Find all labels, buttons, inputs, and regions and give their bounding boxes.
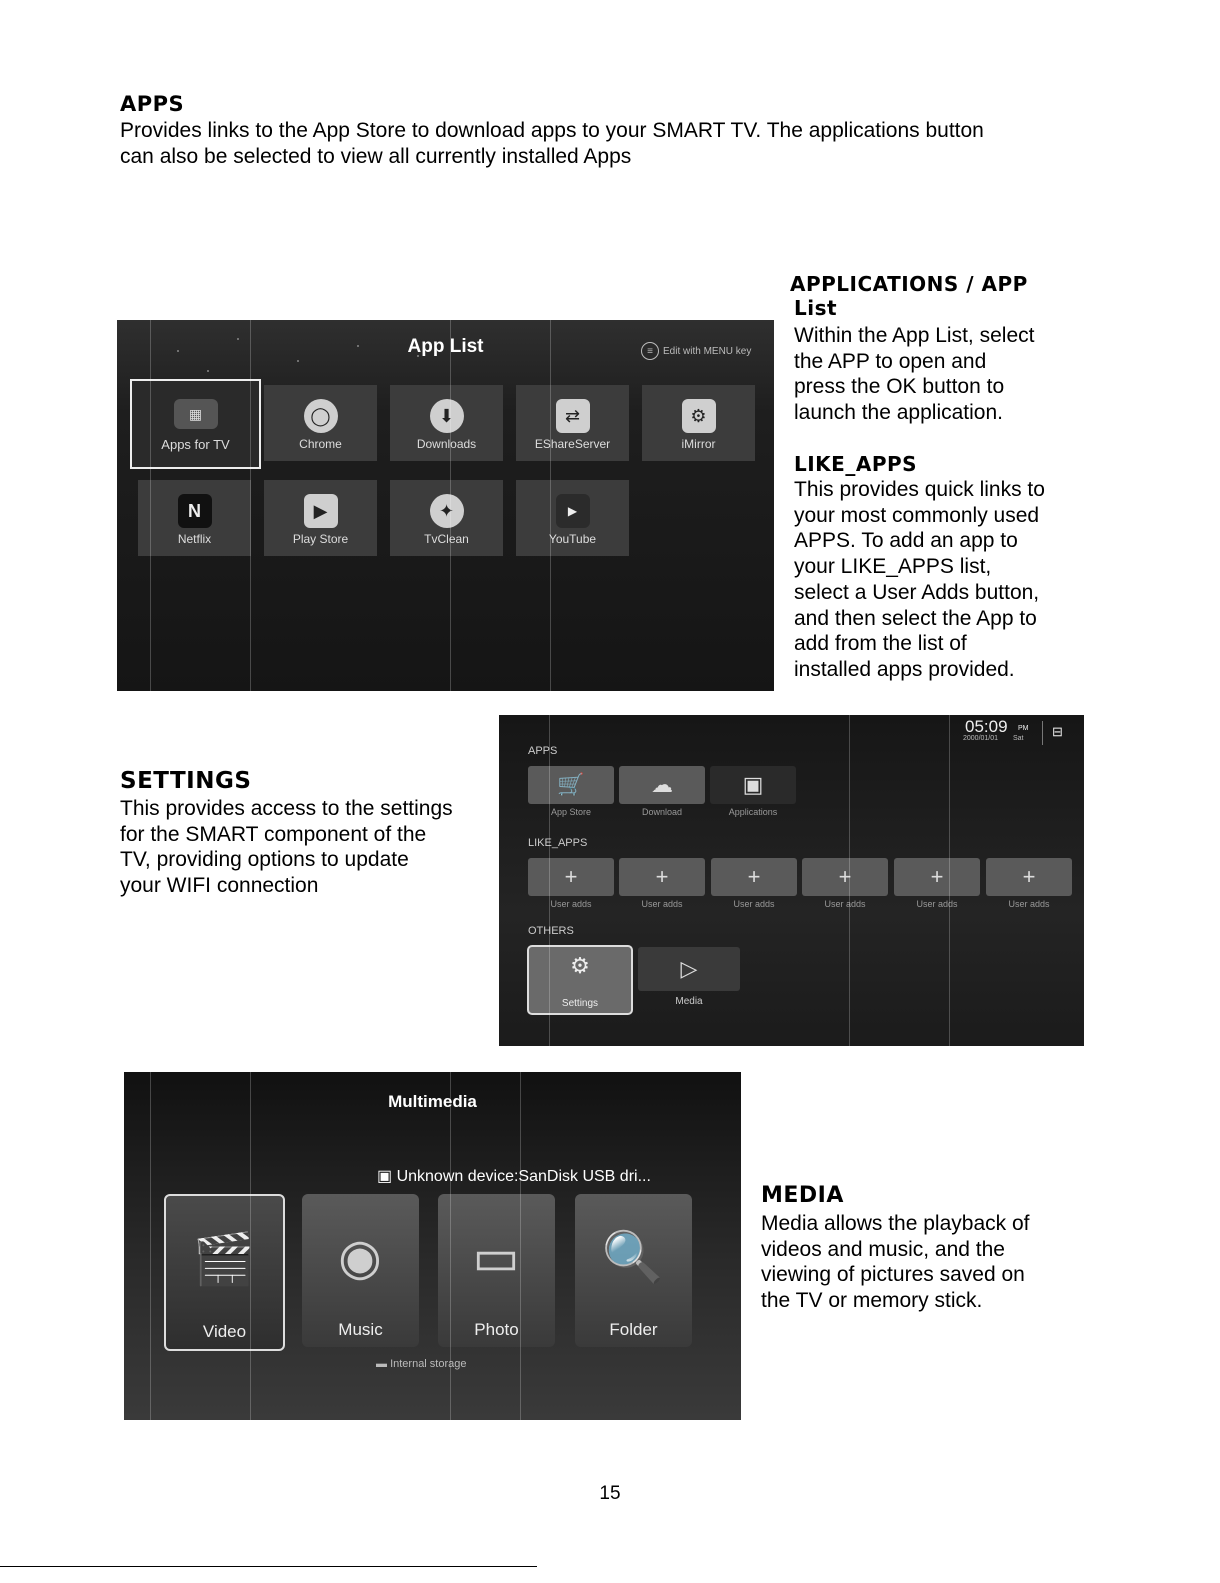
page-number: 15 [599,1483,621,1504]
settings-line: This provides access to the settings [120,797,453,820]
broom-icon: ✦ [430,494,464,528]
photo-tile[interactable] [438,1194,555,1347]
plus-icon: + [747,864,761,889]
menu-icon: ≡ [641,342,659,360]
photo-icon: ▭ [472,1229,520,1285]
like-apps-line: your LIKE_APPS list, [794,555,992,579]
footer-rule [0,1566,537,1567]
media-heading: MEDIA [761,1183,844,1208]
video-label: Video [202,1322,247,1341]
app-tile-youtube[interactable] [516,480,629,556]
music-label: Music [338,1320,383,1339]
internal-storage-label: Internal storage [390,1358,467,1370]
usb-device-label: Unknown device:SanDisk USB dri... [396,1168,651,1185]
app-label: TvClean [424,532,469,546]
media-line: Media allows the playback of [761,1212,1030,1235]
app-store-tile[interactable] [528,766,614,804]
app-label: Netflix [177,532,212,546]
menu-hint [641,342,751,360]
settings-line: your WIFI connection [120,874,319,898]
app-list-screenshot [117,320,774,691]
media-line: the TV or memory stick. [761,1289,983,1313]
app-list-title: App List [407,336,484,357]
folder-icon: 🔍 [601,1228,665,1285]
media-description [761,1211,1029,1314]
plus-icon: + [655,864,669,889]
applications-label: Applications [728,807,778,817]
menu-hint-text: Edit with MENU key [663,345,752,357]
settings-label: Settings [561,998,599,1009]
like-apps-line: APPS. To add an app to [794,529,1018,553]
clock-day: Sat [1013,735,1024,742]
usb-device [377,1166,651,1186]
settings-description [120,796,453,899]
like-apps-line: your most commonly used [794,503,1040,527]
clock-ampm: PM [1018,725,1029,732]
others-section-label: OTHERS [528,925,574,937]
app-tile-play-store[interactable] [264,480,377,556]
app-label: iMirror [681,437,716,451]
storage-icon: ▬ [376,1358,387,1370]
photo-label: Photo [474,1320,519,1339]
tv-apps-icon: ▦ [174,399,218,429]
user-adds-tile[interactable] [986,858,1072,896]
app-label: Play Store [292,532,349,546]
like-apps-line: add from the list of [794,632,967,656]
app-label: YouTube [548,532,597,546]
home-screenshot [499,715,1084,1046]
plus-icon: + [564,864,578,889]
apps-description [120,118,984,169]
user-adds-label: User adds [824,899,866,909]
media-line: viewing of pictures saved on [761,1263,1025,1287]
netflix-icon: N [178,494,212,528]
multimedia-title: Multimedia [388,1092,477,1111]
app-list-line: press the OK button to [794,375,1005,399]
like-apps-section-label: LIKE_APPS [528,837,588,849]
cart-icon: 🛒 [557,772,585,797]
apps-section-label: APPS [528,745,558,757]
folder-tile[interactable] [575,1194,692,1347]
media-tile[interactable] [638,947,740,991]
media-play-icon: ▷ [680,956,698,981]
clock-date: 2000/01/01 [963,735,999,742]
user-adds-label: User adds [1008,899,1050,909]
app-list-heading-line-2: List [794,296,838,320]
multimedia-screenshot [124,1072,741,1420]
grid-icon: ▣ [742,772,764,797]
media-line: videos and music, and the [761,1237,1005,1261]
settings-line: for the SMART component of the [120,822,427,846]
user-adds-label: User adds [733,899,775,909]
settings-heading: SETTINGS [120,768,252,794]
app-list-line: the APP to open and [794,349,987,373]
app-label: Downloads [416,437,477,451]
app-list-heading [790,272,1028,320]
eshare-icon: ⇄ [556,399,590,433]
film-icon: 🎬 [192,1230,256,1287]
play-store-icon: ▶ [304,494,338,528]
like-apps-line: select a User Adds button, [794,580,1040,604]
user-adds-tile[interactable] [528,858,614,896]
youtube-icon: ▶ [556,494,590,528]
clock-time: 05:09 [965,717,1008,736]
like-apps-line: This provides quick links to [794,478,1045,501]
like-apps-heading: LIKE_APPS [794,452,918,476]
app-tile-eshareserver[interactable] [516,385,629,461]
plus-icon: + [1022,864,1036,889]
app-tile-imirror[interactable] [642,385,755,461]
plus-icon: + [838,864,852,889]
media-label: Media [675,996,703,1007]
settings-tile[interactable] [527,945,633,1015]
music-disc-icon: ◉ [338,1229,382,1285]
apps-line-2: can also be selected to view all currently installed Apps [120,144,632,168]
music-tile[interactable] [302,1194,419,1347]
gear-icon: ⚙ [570,953,590,978]
user-adds-tile[interactable] [894,858,980,896]
apps-heading: APPS [120,92,185,116]
download-tile[interactable] [619,766,705,804]
app-store-label: App Store [550,807,592,817]
app-label: EShareServer [534,437,611,451]
user-adds-tile[interactable] [619,858,705,896]
plus-icon: + [930,864,944,889]
internal-storage [376,1358,467,1370]
video-tile[interactable] [164,1194,285,1351]
like-apps-line: installed apps provided. [794,657,1015,681]
ethernet-icon: ⊟ [1052,724,1063,739]
app-tile-chrome[interactable] [264,385,377,461]
app-list-heading-line-1: APPLICATIONS / APP [790,272,1028,296]
like-apps-line: and then select the App to [794,606,1037,630]
usb-icon: ▣ [377,1168,393,1185]
app-tile-tvclean[interactable] [390,480,503,556]
applications-tile[interactable] [710,766,796,804]
app-list-line: Within the App List, select [794,324,1035,347]
app-tile-downloads[interactable] [390,385,503,461]
user-adds-label: User adds [550,899,592,909]
app-label: Apps for TV [161,437,230,452]
app-list-line: launch the application. [794,401,1003,425]
apps-line-1: Provides links to the App Store to download apps to your SMART TV. The applications button [120,119,984,142]
user-adds-label: User adds [916,899,958,909]
folder-label: Folder [609,1320,658,1339]
settings-line: TV, providing options to update [120,848,409,872]
chrome-icon: ◯ [304,399,338,433]
like-apps-description [794,477,1045,683]
app-label: Chrome [299,437,342,451]
user-adds-tile[interactable] [802,858,888,896]
app-list-description [794,323,1034,426]
app-tile-netflix[interactable] [138,480,251,556]
user-adds-tile[interactable] [711,858,797,896]
user-adds-label: User adds [641,899,683,909]
cloud-download-icon: ☁ [651,772,673,797]
divider [1042,721,1043,745]
download-label: Download [641,807,683,817]
imirror-icon: ⚙ [682,399,716,433]
download-icon: ⬇ [430,399,464,433]
